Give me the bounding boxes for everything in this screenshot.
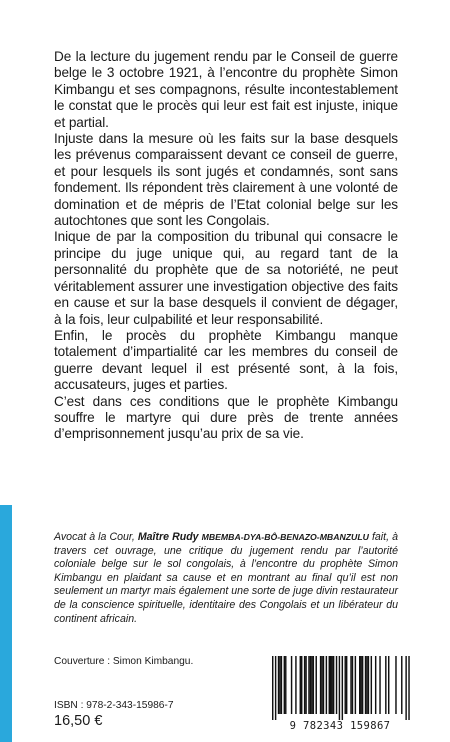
barcode-bar [365, 656, 366, 714]
barcode-bar [304, 656, 305, 714]
author-blurb-body: fait, à travers cet ouvrage, une critique du jugement rendu par l’autorité coloniale belge sur le sol congolais, à l’encontre du prophète Simon Kimbangu en plaidant sa cause et en montrant au final qu’il est non seulement un martyr mais également une sorte de juge divin restaurateur de la conscience spirituelle, identitaire des Congolais et un libérateur du continent africain. [54, 531, 398, 625]
barcode-bar [291, 656, 292, 714]
barcode-bar [311, 656, 312, 714]
barcode-bar [281, 656, 282, 714]
barcode-bar [359, 656, 360, 714]
barcode-bar [278, 656, 279, 714]
author-name-first: Maître Rudy [137, 531, 202, 543]
barcode-bar [388, 656, 389, 714]
barcode-bar [366, 656, 367, 714]
barcode-bar [301, 656, 302, 714]
barcode-bar [321, 656, 322, 714]
barcode-bar [308, 656, 309, 714]
barcode-bar [339, 656, 340, 720]
author-name [138, 531, 369, 543]
barcode-bar [342, 656, 343, 720]
barcode-bar [331, 656, 332, 714]
barcode [262, 656, 418, 734]
barcode-bar [275, 656, 276, 720]
barcode-bar [371, 656, 372, 714]
barcode-bar [375, 656, 376, 714]
barcode-bar [313, 656, 314, 714]
barcode-bar [362, 656, 363, 714]
barcode-bar [350, 656, 351, 714]
accent-bar [0, 505, 12, 742]
barcode-bar [333, 656, 334, 714]
barcode-bar [310, 656, 311, 714]
barcode-bar [346, 656, 347, 714]
barcode-bar [345, 656, 346, 714]
barcode-bar [326, 656, 327, 714]
barcode-digits: 9 782343 159867 [289, 720, 391, 732]
barcode-bar [272, 656, 273, 720]
author-blurb [54, 531, 398, 626]
barcode-bar [355, 656, 356, 714]
paragraph-3: Inique de par la composition du tribunal qui consacre le principe du juge unique qui, au regard tant de la personnalité du prophète que de sa notoriété, ne peut véritablement assurer une investigation objective des faits en cause et sur la base desquels il convient de dégager, à la fois, leur culpabilité et leur responsabilité. [54, 229, 398, 327]
barcode-bar [360, 656, 361, 714]
barcode-bar [295, 656, 296, 714]
barcode-bar [285, 656, 286, 714]
cover-credit: Couverture : Simon Kimbangu. [54, 656, 194, 667]
price: 16,50 € [54, 713, 103, 729]
barcode-bar [405, 656, 406, 720]
paragraph-4: Enfin, le procès du prophète Kimbangu manque totalement d’impartialité car les membres du conseil de guerre devant lequel il est présenté sont, à la fois, accusateurs, juges et parties. [54, 327, 398, 393]
barcode-bar [300, 656, 301, 714]
barcode-bar [316, 656, 317, 714]
author-name-last: MBEMBA-DYA-BÔ-BENAZO-MBANZULU [201, 532, 369, 542]
barcode-bar [279, 656, 280, 714]
barcode-bar [305, 656, 306, 714]
barcode-bar [379, 656, 380, 714]
barcode-bars [262, 656, 418, 720]
barcode-bar [329, 656, 330, 714]
isbn: ISBN : 978-2-343-15986-7 [54, 700, 174, 711]
barcode-bar [368, 656, 369, 714]
barcode-bar [320, 656, 321, 714]
paragraph-1: De la lecture du jugement rendu par le Conseil de guerre belge le 3 octobre 1921, à l’encontre du prophète Simon Kimbangu et ses compagnons, résulte incontestablement le constat que le procès qui leur est fait est injuste, inique et partial. [54, 49, 398, 130]
barcode-bar [408, 656, 409, 720]
barcode-bar [284, 656, 285, 714]
barcode-bar [323, 656, 324, 714]
barcode-bar [352, 656, 353, 714]
barcode-bar [401, 656, 402, 714]
barcode-bar [385, 656, 386, 714]
paragraph-5: C’est dans ces conditions que le prophète Kimbangu souffre le martyre qui dure près de trente années d’emprisonnement jusqu’au prix de sa vie. [54, 393, 398, 442]
barcode-bar [395, 656, 396, 714]
author-prefix: Avocat à la Cour, [54, 531, 138, 543]
barcode-bar [330, 656, 331, 714]
paragraph-2: Injuste dans la mesure où les faits sur la base desquels les prévenus comparaissent devant ce conseil de guerre, et pour lesquels ils sont jugés et condamnés, sont sans fondement. Ils répondent très clairement à une volonté de domination et de mépris de l’Etat colonial belge sur les autochtones que sont les Congolais. [54, 131, 398, 229]
back-cover-text [54, 49, 398, 443]
barcode-bar [336, 656, 337, 714]
